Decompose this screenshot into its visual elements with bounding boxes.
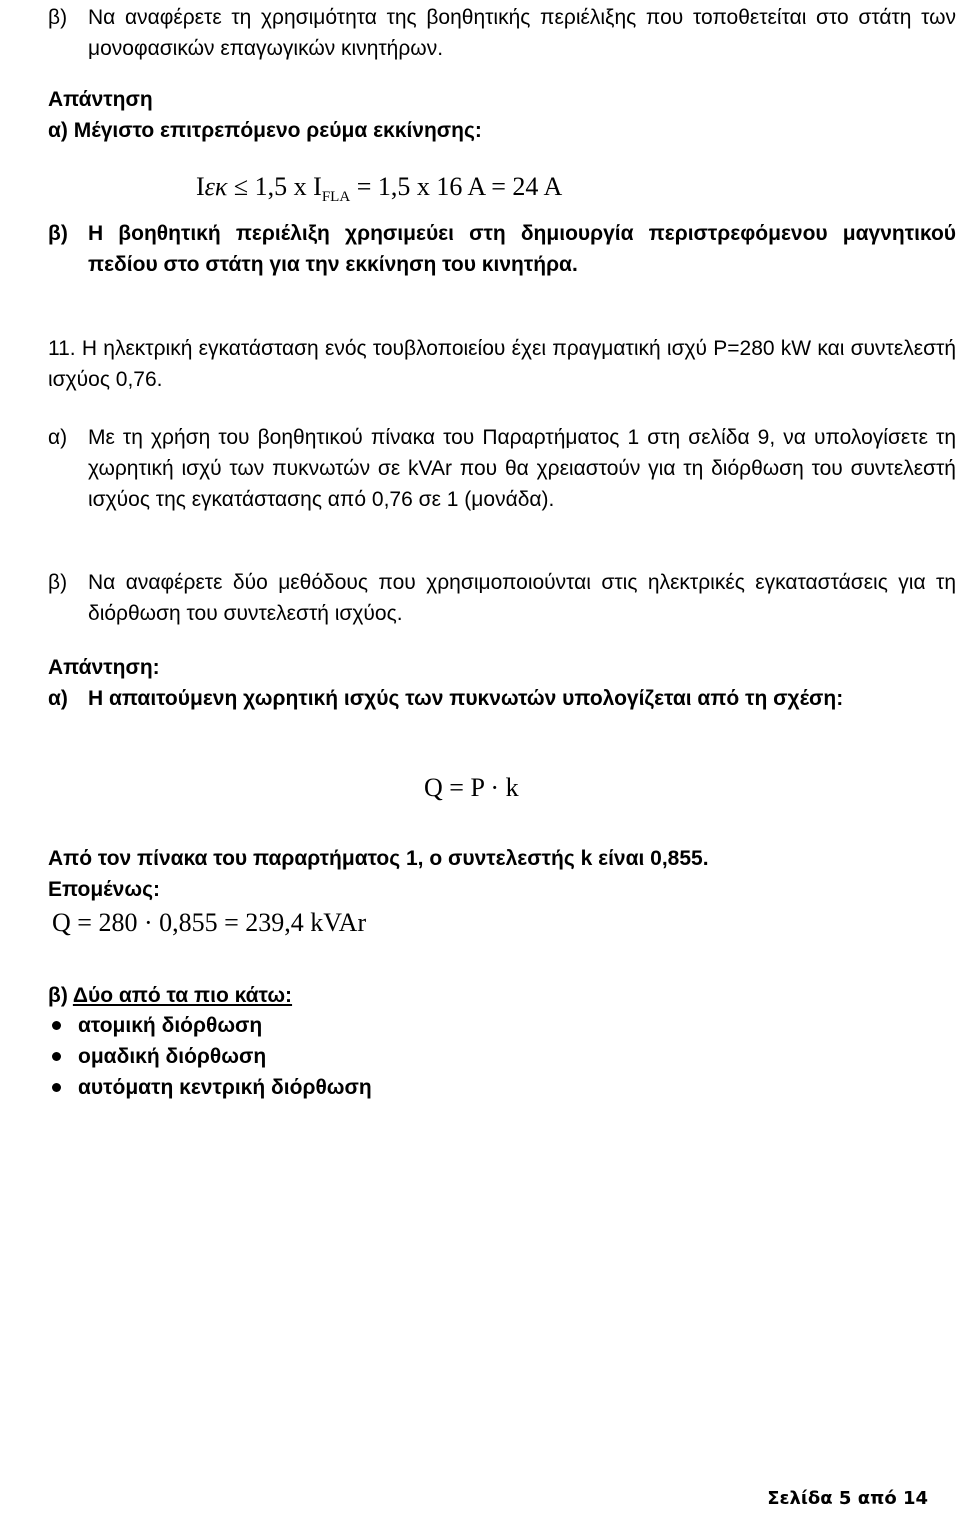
q11-part-b-text: Να αναφέρετε δύο μεθόδους που χρησιμοποιούνται στις ηλεκτρικές εγκαταστάσεις για τη διόρθωση του συντελεστή ισχύος. <box>88 571 956 625</box>
q11-answer-a-label: α) <box>48 687 68 710</box>
method-label: αυτόματη κεντρική διόρθωση <box>78 1076 372 1099</box>
q11-formula-q: Q = P · k <box>424 773 519 802</box>
q11-answer-a-text: Η απαιτούμενη χωρητική ισχύς των πυκνωτών υπολογίζεται από τη σχέση: <box>88 687 844 710</box>
q11-part-a-text: Με τη χρήση του βοηθητικού πίνακα του Παραρτήματος 1 στη σελίδα 9, να υπολογίσετε τη χωρητική ισχύ των πυκνωτών σε kVAr που θα χρειαστούν για τη διόρθωση του συντελεστή ισχύος της εγκατάστασης από 0,76 σε 1 (μονάδα). <box>88 426 956 511</box>
q11-therefore: Επομένως: <box>48 878 160 901</box>
q10-part-b-text: Να αναφέρετε τη χρησιμότητα της βοηθητικής περιέλιξης που τοποθετείται στο στάτη των μονοφασικών επαγωγικών κινητήρων. <box>88 6 956 60</box>
formula-I: I <box>196 172 205 201</box>
bullet-icon <box>52 1083 61 1092</box>
formula-sub: FLA <box>321 189 351 205</box>
q11-statement <box>48 333 956 395</box>
q11-answer-b-label: β) <box>48 984 68 1007</box>
q10-answer-b <box>48 218 956 280</box>
methods-list <box>48 1010 372 1103</box>
q10-answer-heading: Απάντηση <box>48 88 153 111</box>
q11-part-a-label: α) <box>48 426 68 449</box>
q10-part-b-label: β) <box>48 6 68 29</box>
q10-formula <box>196 172 562 206</box>
q11-part-b-label: β) <box>48 571 68 594</box>
q11-part-b <box>48 567 956 629</box>
page-number: Σελίδα 5 από 14 <box>767 1488 928 1509</box>
q11-number: 11. <box>48 337 76 360</box>
formula-part2: = 1,5 x 16 A = 24 A <box>350 172 563 201</box>
q11-answer-b <box>48 980 956 1011</box>
bullet-icon <box>52 1021 61 1030</box>
method-label: ομαδική διόρθωση <box>78 1045 267 1068</box>
q11-answer-b-heading: Δύο από τα πιο κάτω: <box>72 984 293 1007</box>
method-label: ατομική διόρθωση <box>78 1014 263 1037</box>
bullet-icon <box>52 1052 61 1061</box>
q11-part-a <box>48 422 956 515</box>
q10-answer-b-label: β) <box>48 222 68 245</box>
list-item <box>48 1041 372 1072</box>
formula-part1: ≤ 1,5 x I <box>227 172 322 201</box>
q11-table-note: Από τον πίνακα του παραρτήματος 1, ο συντελεστής k είναι 0,855. <box>48 847 709 870</box>
q10-answer-b-text: Η βοηθητική περιέλιξη χρησιμεύει στη δημιουργία περιστρεφόμενου μαγνητικού πεδίου στο στάτη για την εκκίνηση του κινητήρα. <box>88 222 956 276</box>
list-item <box>48 1010 372 1041</box>
q11-answer-a <box>48 683 956 714</box>
formula-ek: εκ <box>204 172 228 201</box>
list-item <box>48 1072 372 1103</box>
q11-answer-heading: Απάντηση: <box>48 656 160 679</box>
q10-answer-a: α) Μέγιστο επιτρεπόμενο ρεύμα εκκίνησης: <box>48 119 482 142</box>
q11-text: Η ηλεκτρική εγκατάσταση ενός τουβλοποιείου έχει πραγματική ισχύ P=280 kW και συντελεστή ισχύος 0,76. <box>48 337 956 391</box>
q10-part-b <box>48 2 956 64</box>
q11-formula-calc: Q = 280 · 0,855 = 239,4 kVAr <box>52 908 367 937</box>
